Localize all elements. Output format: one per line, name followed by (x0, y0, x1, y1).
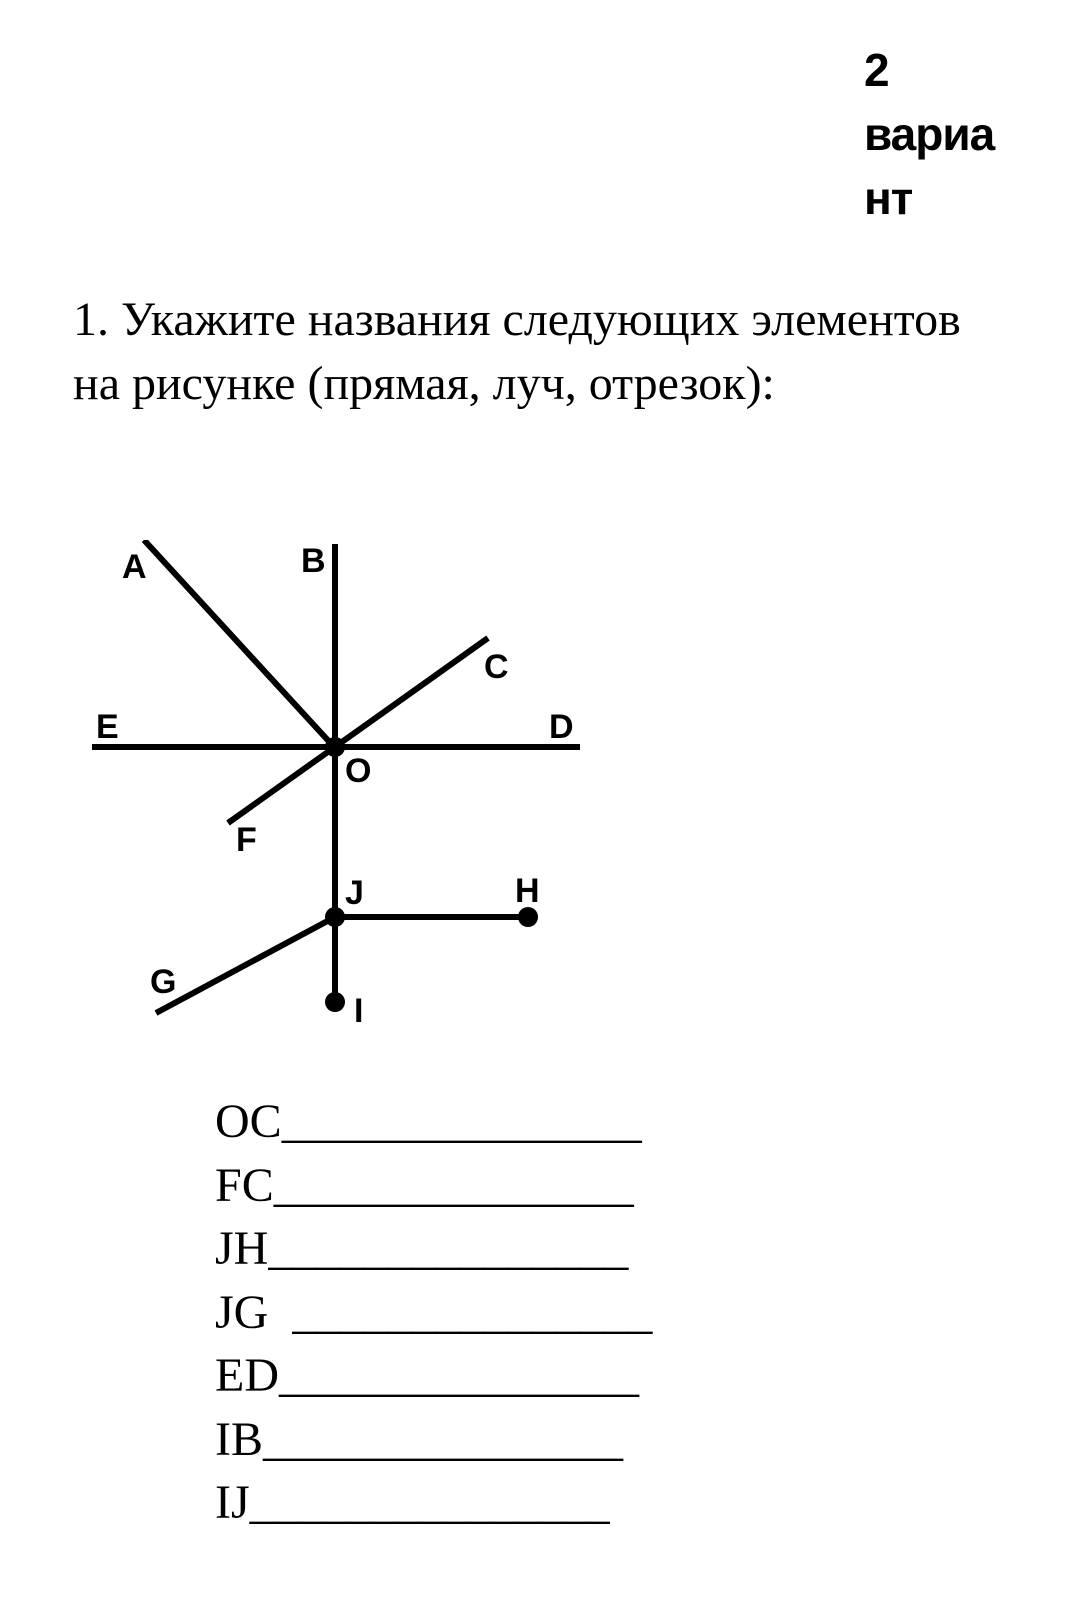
label-A: A (122, 548, 147, 586)
answer-label: IJ (215, 1476, 250, 1529)
point-I (325, 992, 345, 1012)
answer-label: IB (215, 1412, 263, 1466)
point-O (325, 737, 345, 757)
answer-row-ij (215, 1471, 652, 1535)
answer-label: ED (215, 1349, 279, 1402)
label-F: F (236, 821, 257, 859)
label-H: H (515, 872, 540, 910)
answer-blank[interactable]: _______________ (281, 1095, 642, 1148)
answer-label: FC (215, 1158, 274, 1212)
variant-line-3: нт (864, 172, 913, 224)
answer-blank[interactable]: _______________ (268, 1285, 653, 1339)
task-text: 1. Укажите названия следующих элементов на рисунке (прямая, луч, отрезок): (73, 293, 961, 410)
geometry-figure (0, 540, 620, 1040)
variant-line-2: вариа (864, 108, 995, 160)
answer-blank[interactable]: _______________ (273, 1158, 634, 1212)
answer-blank[interactable]: _______________ (263, 1412, 623, 1466)
label-G: G (150, 963, 177, 1001)
label-C: C (484, 648, 509, 686)
answer-label: OC (215, 1095, 282, 1148)
answer-row-oc (215, 1090, 652, 1154)
answer-list (215, 1090, 652, 1535)
label-E: E (96, 708, 119, 746)
label-I: I (354, 992, 364, 1030)
answer-label: JH (215, 1222, 269, 1275)
answer-row-jh (215, 1217, 652, 1281)
variant-line-1: 2 (864, 44, 889, 96)
answer-row-ib (215, 1408, 652, 1472)
label-D: D (549, 708, 574, 746)
point-H (518, 907, 538, 927)
label-B: B (301, 542, 326, 580)
answer-label: JG (215, 1285, 269, 1339)
answer-row-jg (215, 1281, 652, 1345)
answer-blank[interactable]: _______________ (268, 1222, 629, 1275)
answer-blank[interactable]: _______________ (278, 1349, 639, 1402)
answer-row-ed (215, 1344, 652, 1408)
label-O: O (345, 752, 372, 790)
line-FC (228, 638, 488, 823)
answer-row-fc (215, 1154, 652, 1218)
point-J (325, 907, 345, 927)
line-GJ (156, 917, 335, 1013)
label-J: J (345, 874, 364, 912)
answer-blank[interactable]: _______________ (249, 1476, 610, 1529)
variant-label (864, 38, 1044, 230)
